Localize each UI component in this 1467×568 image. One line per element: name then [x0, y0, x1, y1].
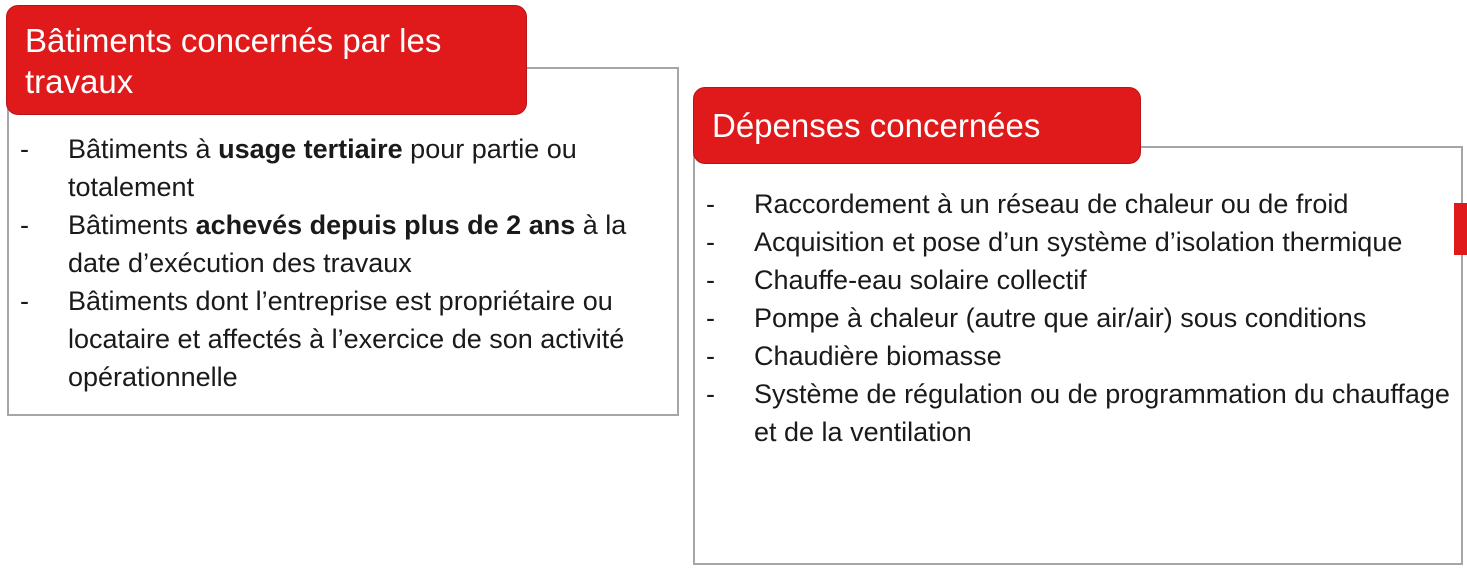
list-item-text: [68, 286, 624, 392]
list-item: [696, 299, 1461, 337]
right-panel-title-text: Dépenses concernées: [712, 107, 1041, 144]
list-dash: -: [706, 303, 715, 333]
list-item-text: Acquisition et pose d’un système d’isolation thermique: [754, 227, 1403, 257]
list-dash: -: [20, 134, 29, 164]
list-item: [696, 185, 1461, 223]
list-item: [10, 130, 672, 206]
list-item-text: [68, 134, 577, 202]
item-text-before: Bâtiments dont l’entreprise est propriétaire ou locataire et affectés à l’exercice de son activité opérationnelle: [68, 286, 625, 392]
list-dash: -: [706, 379, 715, 409]
item-text-before: Bâtiments: [68, 210, 196, 240]
side-marker: [1454, 203, 1467, 255]
list-dash: -: [706, 189, 715, 219]
list-item: [696, 261, 1461, 299]
list-dash: -: [20, 286, 29, 316]
item-text-after: à la date d’exécution des travaux: [68, 210, 627, 278]
list-item-text: Chaudière biomasse: [754, 341, 1002, 371]
list-dash: -: [706, 227, 715, 257]
list-dash: -: [20, 210, 29, 240]
left-panel-title-text: Bâtiments concernés par les travaux: [25, 22, 442, 100]
item-text-bold: achevés depuis plus de 2 ans: [195, 210, 576, 240]
list-dash: -: [706, 265, 715, 295]
list-item: [696, 337, 1461, 375]
left-panel-list: [10, 130, 672, 396]
list-item: [10, 206, 672, 282]
item-text-before: Bâtiments à: [68, 134, 219, 164]
item-text-after: pour partie ou totalement: [68, 134, 577, 202]
list-item-text: Chauffe-eau solaire collectif: [754, 265, 1087, 295]
list-item: [696, 223, 1461, 261]
item-text-bold: usage tertiaire: [218, 134, 403, 164]
right-panel-title: [693, 87, 1141, 164]
list-item-text: Système de régulation ou de programmation du chauffage et de la ventilation: [754, 379, 1450, 447]
left-panel-title: [6, 5, 527, 115]
list-item-text: Pompe à chaleur (autre que air/air) sous conditions: [754, 303, 1367, 333]
right-panel-list: [696, 185, 1461, 451]
list-item: [696, 375, 1461, 451]
list-item: [10, 282, 672, 396]
list-item-text: Raccordement à un réseau de chaleur ou de froid: [754, 189, 1349, 219]
list-dash: -: [706, 341, 715, 371]
list-item-text: [68, 210, 626, 278]
